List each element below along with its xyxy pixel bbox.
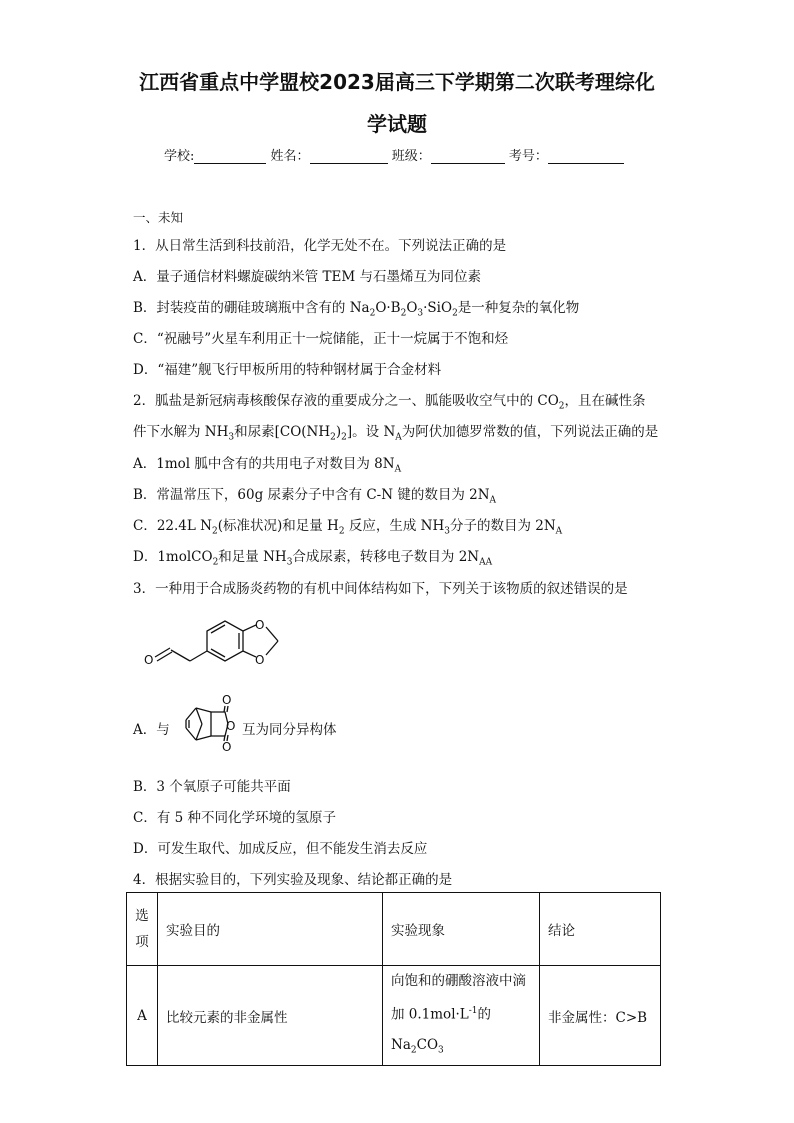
experiment-table — [126, 892, 661, 1066]
exam-no-blank[interactable] — [548, 150, 624, 164]
q2-option-b: B．常温常压下，60g 尿素分子中含有 C-N 键的数目为 $2N_A$ — [133, 487, 497, 506]
dioxole-oxygen-bottom: O — [255, 653, 265, 667]
dioxole-oxygen-top: O — [255, 618, 265, 632]
q3-option-a-suffix: 互为同分异构体 — [242, 722, 337, 738]
exam-title-line2: 学试题 — [367, 112, 427, 136]
q2-option-c: C．22.4L $N_2$(标准状况)和足量 $H_2$ 反应，生成 $NH_3$分子的数目为 $2N_A$ — [133, 518, 563, 537]
intermediate-structure-diagram — [140, 605, 300, 677]
anhydride-oxygen-bottom: O — [222, 740, 232, 754]
q1-option-b: B．封装疫苗的硼硅玻璃瓶中含有的 $Na_2O\cdot B_2O_3\cdot SiO_2$是一种复杂的氧化物 — [133, 300, 580, 319]
q3-stem: 3．一种用于合成肠炎药物的有机中间体结构如下，下列关于该物质的叙述错误的是 — [133, 581, 628, 597]
table-header-row — [127, 893, 661, 966]
q2-option-d: D．1molCO$_2$和足量 $NH_3$合成尿素，转移电子数目为 $2N_{AA}$ — [133, 549, 493, 568]
q1-option-d: D．“福建”舰飞行甲板所用的特种钢材属于合金材料 — [133, 362, 442, 378]
header-option: 选 项 — [127, 893, 158, 966]
name-blank[interactable] — [310, 150, 388, 164]
q3-option-d: D．可发生取代、加成反应，但不能发生消去反应 — [133, 841, 428, 857]
q1-stem: 1．从日常生活到科技前沿，化学无处不在。下列说法正确的是 — [133, 238, 507, 254]
header-purpose: 实验目的 — [158, 893, 383, 966]
row-a-purpose: 比较元素的非金属性 — [158, 966, 383, 1066]
q3-option-a-prefix: A．与 — [133, 722, 170, 738]
anhydride-oxygen-ring: O — [226, 719, 236, 733]
exam-title-line1: 江西省重点中学盟校2023届高三下学期第二次联考理综化 — [139, 70, 655, 94]
q1-option-a: A．量子通信材料螺旋碳纳米管 TEM 与石墨烯互为同位素 — [133, 269, 482, 285]
q2-option-a: A．1mol 胍中含有的共用电子对数目为 $8N_A$ — [133, 456, 402, 475]
header-conclusion: 结论 — [540, 893, 661, 966]
school-blank[interactable] — [194, 150, 266, 164]
q2-stem-line1: 2．胍盐是新冠病毒核酸保存液的重要成分之一、胍能吸收空气中的 $CO_2$，且在碱性条 — [133, 393, 646, 412]
row-a-conclusion: 非金属性：C>B — [540, 966, 661, 1066]
class-label: 班级： — [391, 149, 431, 164]
q2-stem-line2: 件下水解为 $NH_3$和尿素$[CO(NH_2)_2]$。设 $N_A$为阿伏加德罗常数的值，下列说法正确的是 — [133, 424, 659, 443]
q1-option-c: C．“祝融号”火星车利用正十一烷储能，正十一烷属于不饱和烃 — [133, 331, 509, 347]
q4-stem: 4．根据实验目的，下列实验及现象、结论都正确的是 — [133, 872, 453, 888]
anhydride-structure-diagram — [178, 690, 240, 754]
q3-option-b: B．3 个氧原子可能共平面 — [133, 779, 291, 795]
aldehyde-oxygen-label: O — [144, 653, 154, 667]
q3-option-c: C．有 5 种不同化学环境的氢原子 — [133, 810, 337, 826]
header-phenomenon: 实验现象 — [383, 893, 540, 966]
student-info-row — [164, 145, 624, 164]
row-a-phenomenon: 向饱和的硼酸溶液中滴 加 $0.1mol\cdot L^{-1}$的 $Na_2CO_3$ — [383, 966, 540, 1066]
anhydride-oxygen-top: O — [222, 693, 232, 707]
row-a-option: A — [127, 966, 158, 1066]
table-row — [127, 966, 661, 1066]
section-heading: 一、未知 — [133, 210, 184, 225]
school-label: 学校: — [164, 149, 195, 164]
name-label: 姓名： — [270, 149, 310, 164]
exam-no-label: 考号： — [508, 149, 548, 164]
class-blank[interactable] — [431, 150, 505, 164]
